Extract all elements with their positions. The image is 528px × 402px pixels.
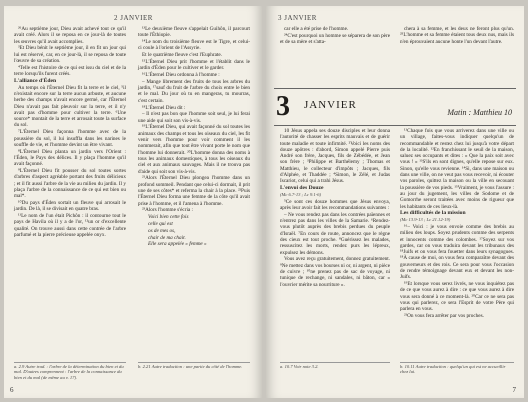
verse-paragraph: ¹⁴Le nom du troisième fleuve est le Tigre, et celui-ci coule à l'orient de l'Assyrie. — [138, 39, 250, 52]
verse-paragraph: car elle a été prise de l'homme. — [284, 26, 349, 32]
page-number-right: 7 — [512, 386, 516, 394]
verse-paragraph: chera à sa femme, et les deux ne feront plus qu'un. ²⁵L'homme et sa femme étaient tous deux nus, mais ils n'en éprouvaient aucune honte l'un devant l'autre. — [400, 26, 514, 45]
verse-paragraph: ¹³Le deuxième fleuve s'appelait Guihôn, il parcourt toute l'Éthiopie. — [138, 26, 250, 39]
left-column-1 — [14, 26, 126, 239]
verse-paragraph: ¹¹Le nom de l'un était Pichôn : il contourne tout le pays de Havila où il y a de l'or, ¹²un or d'excellente qualité. On trouve aussi dans cette contrée de l'arbre parfumé et la pierre précieuse appelée onyx. — [14, 213, 126, 238]
chapter-number: 3 — [276, 91, 290, 122]
right-top-column-2 — [400, 26, 514, 45]
verse-paragraph: ⁸L'Éternel Dieu planta un jardin vers l'Orient : l'Éden, le Pays des délices. Il y plaça l'homme qu'il avait façonné. — [14, 148, 126, 168]
section-heading: L'envoi des Douze — [280, 185, 324, 192]
footnote: a. 10.7 Voir note 3.2. — [280, 364, 319, 369]
chapter-title: JANVIER — [304, 99, 357, 111]
verse-paragraph: ⁹L'Éternel Dieu fit pousser du sol toutes sortes d'arbres d'aspect agréable portant des fruits délicieux ; et il fit aussi l'arbre de la vie au milieu du jardin. Il y plaça l'arbre de la connaissance de ce qui est bien ou mal*. — [14, 168, 126, 200]
verse-paragraph: ²³Alors l'homme s'écria : — [142, 207, 193, 214]
verse-paragraph: ¹⁸L'Éternel Dieu dit : — [142, 104, 186, 111]
verse-paragraph: ²¹Alors l'Éternel Dieu plongea l'homme dans un profond sommeil. Pendant que celui-ci dormait, il prit une de ses côtes* et referma la chair à la place. ²²Puis l'Éternel Dieu forma une femme de la côte qu'il avait prise à l'homme, et il l'amena à l'homme. — [138, 175, 250, 207]
cross-reference: (Mc 13.9-13 ; Lc 21.12-19) — [400, 217, 451, 223]
footnote: b. 2.21 Autre traduction : une partie du côté de l'homme. — [138, 364, 243, 369]
right-top-column-1 — [280, 26, 390, 46]
verse-paragraph: – Mange librement des fruits de tous les arbres du jardin, ¹⁷sauf du fruit de l'arbre du choix entre le bien et le mal. Du jour où tu en mangeras, tu mourras, c'est certain. — [138, 78, 250, 104]
verse-paragraph: ¹⁶– Voici : je vous envoie comme des brebis au milieu des loups. Soyez prudents comme des serpents et innocents comme des colombes. ¹⁷Soyez sur vos gardes, car on vous traduira devant les tribunaux des ¹⁸Juifs et on vous fera fouetter dans leurs synagogues. ¹⁸À cause de moi, on vous fera comparaître devant des gouverneurs et des rois. Ce sera pour vous l'occasion de rendre témoignage devant eux et devant les non-Juifs. — [400, 223, 514, 281]
cross-reference: (Mc 6.7-13 ; Lc 9.1-6) — [280, 191, 322, 197]
verse-paragraph: ³Et Dieu bénit le septième jour, il en fit un jour qui lui est réservé, car, en ce jour-là, il se reposa de toute l'œuvre de sa création. — [14, 45, 126, 64]
verse-paragraph: Et le quatrième fleuve c'est l'Euphrate. — [142, 52, 222, 59]
verse-paragraph: – Il n'est pas bon que l'homme soit seul, je lui ferai une aide qui soit son vis-à-vis. — [138, 111, 250, 124]
verse-paragraph: ¹¹Chaque fois que vous arriverez dans une ville ou un village, faites-vous indiquer quelqu'un de recommandable et restez chez lui jusqu'à votre départ de la localité. ¹²En franchissant le seuil de la maison, saluez ses occupants et dites : « Que la paix soit avec vous ! » ¹³S'ils en sont dignes, qu'elle repose sur eux. Sinon, qu'elle vous revienne. ¹⁴Si, dans une maison ou dans une ville, on ne veut pas vous recevoir, ni écouter vos paroles, quittez la maison ou la ville en secouant la poussière de vos pieds. ¹⁵Vraiment, je vous l'assure : au jour du jugement, les villes de Sodome et de Gomorrhe seront traitées avec moins de rigueur que les habitants de ces lieux-là. — [400, 128, 514, 210]
footnote-rule — [138, 362, 250, 363]
verse-paragraph: Vous avez reçu gratuitement, donnez gratuitement. ⁹Ne mettez dans vos bourses ni or, ni argent, ni pièce de cuivre ; ¹⁰ne prenez pas de sac de voyage, ni tunique de rechange, ni sandales, ni bâton, car « l'ouvrier mérite sa nourriture ». — [280, 256, 390, 288]
reading-label: Matin : Matthieu 10 — [447, 108, 512, 117]
footnote-rule — [280, 362, 390, 363]
verse-paragraph: ²⁶Au septième jour, Dieu avait achevé tout ce qu'il avait créé. Alors il se reposa en ce jour-là de toutes les œuvres qu'il avait accomplies. — [14, 26, 126, 45]
poem-line: Elle sera appelée « femme » — [148, 241, 207, 248]
verse-paragraph: 10 Jésus appela ses douze disciples et leur donna l'autorité de chasser les esprits mauvais et de guérir toute maladie et toute infirmité. ²Voici les noms des douze apôtres : d'abord, Simon appelé Pierre puis André son frère, Jacques, fils de Zébédée, et Jean son frère ; ³Philippe et Barthélemy ; Thomas et Matthieu, le collecteur d'impôts ; Jacques, fils d'Alphée, et Thaddée ; ⁴Simon, le Zélé, et Judas Iscariot, celui qui a trahi Jésus. — [280, 128, 390, 185]
verse-paragraph: ¹⁵L'Éternel Dieu prit l'homme et l'établit dans le jardin d'Éden pour le cultiver et le garder. — [138, 58, 250, 72]
running-head-left: 2 JANVIER — [114, 14, 153, 22]
verse-paragraph: Au temps où l'Éternel Dieu fit la terre et le ciel, ⁵il n'existait encore sur la terre aucun arbuste, et aucune herbe des champs n'avait encore germé, car l'Éternel Dieu n'avait pas fait pleuvoir sur la terre, et il n'y avait pas d'homme pour cultiver la terre. ⁶Une source* montait de la terre et arrosait toute la surface du sol. — [14, 84, 126, 129]
verse-paragraph: ⁷L'Éternel Dieu façonna l'homme avec de la poussière du sol, il lui insuffla dans les narines le souffle de vie, et l'homme devint un être vivant. — [14, 129, 126, 148]
poem-line: os de mes os, — [148, 227, 176, 234]
poem-line: celle qui est — [148, 220, 173, 227]
verse-paragraph: ¹⁰Du pays d'Éden sortait un fleuve qui arrosait le jardin. De là, il se divisait en quatre bras. — [14, 200, 126, 213]
left-page — [4, 6, 262, 398]
section-heading: L'alliance d'Éden — [14, 77, 57, 84]
section-heading: Les difficultés de la mission — [400, 210, 466, 217]
poem-line: Voici bien cette fois — [148, 214, 189, 221]
verse-paragraph: ¹⁹L'Éternel Dieu, qui avait façonné du sol toutes les animaux des champs et tous les oiseaux du ciel, les fit venir vers l'homme pour voir comment il les nommerait, afin que tout être vivant porte le nom que l'homme lui donnerait. ²⁰L'homme donna des noms à tous les animaux domestiques, à tous les oiseaux du ciel et aux animaux sauvages. Mais il ne trouva pas d'aide qui soit son vis-à-vis. — [138, 124, 250, 175]
verse-paragraph: ¹⁶L'Éternel Dieu ordonna à l'homme : — [142, 72, 220, 79]
footnote-rule — [14, 362, 126, 363]
verse-paragraph: ²⁴C'est pourquoi un homme se séparera de son père et de sa mère et s'atta- — [280, 32, 391, 46]
verse-paragraph: ⁵Ce sont ces douze hommes que Jésus envoya, après leur avoir fait les recommandations suivantes : — [280, 198, 390, 212]
right-column-1 — [280, 128, 390, 288]
right-column-2 — [400, 128, 514, 320]
footnote-rule — [400, 362, 514, 363]
footnote: a. 2.9 Autre trad. : l'arbre de la détermination du bien et du mal. D'autres comprennent : l'arbre de la connaissance du bien et du mal (de même au v. 17). — [14, 364, 124, 380]
verse-paragraph: ²¹On vous fera arrêter par vos proches. — [404, 313, 484, 320]
left-column-2 — [138, 26, 250, 248]
poem-line: chair de ma chair. — [148, 234, 186, 241]
verse-paragraph: – Ne vous rendez pas dans les contrées païennes et n'entrez pas dans les villes de la Samarie. ⁶Rendez-vous plutôt auprès des brebis perdues du peuple d'Israël. ⁷En cours de route, annoncez que le règne des cieux est tout proche. ⁸Guérissez les malades, ressuscitez les morts, rendez purs les lépreux, expulsez les démons. — [280, 211, 390, 256]
chapter-header — [274, 88, 516, 126]
footnote: b. 10.11 Autre traduction : quelqu'un qui est ne accueillir chez lui. — [400, 364, 506, 375]
page-number-left: 6 — [10, 386, 14, 394]
right-page — [266, 6, 524, 398]
verse-paragraph: ⁴Telle est l'histoire de ce qui est issu du ciel et de la terre lorsqu'ils furent créés. — [14, 64, 126, 78]
verse-paragraph: ¹⁹Et lorsque vous serez livrés, ne vous inquiétez pas de ce que vous aurez à dire : ce que vous aurez à dire vous sera donné à ce moment-là. ²⁰Car ce ne sera pas vous qui parlerez, ce sera l'Esprit de votre Père qui parlera en vous. — [400, 281, 514, 313]
running-head-right: 3 JANVIER — [278, 14, 317, 22]
